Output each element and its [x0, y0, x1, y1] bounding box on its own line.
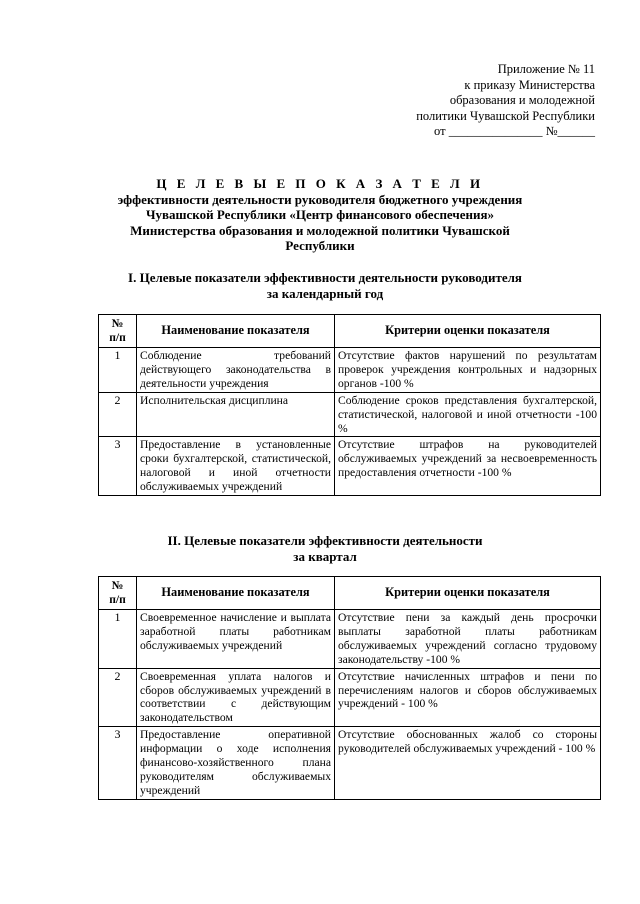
title-sub: Чувашской Республики «Центр финансового обеспечения» [146, 207, 494, 222]
indicator-name: Предоставление в установленные сроки бухгалтерской, статистической, налоговой и иной отчетности обслуживаемых учреждений [137, 437, 335, 496]
appendix-line: образования и молодежной [449, 93, 595, 107]
indicator-criteria: Соблюдение сроков представления бухгалтерской, статистической, налоговой и иной отчетности -100 % [335, 392, 601, 437]
table-row [99, 392, 601, 437]
indicator-criteria: Отсутствие фактов нарушений по результатам проверок учреждения контрольных и надзорных органов -100 % [335, 348, 601, 393]
table-row [99, 727, 601, 800]
section-1-line: за календарный год [266, 286, 384, 301]
row-number: 2 [99, 392, 137, 437]
appendix-header [416, 62, 595, 140]
indicator-criteria: Отсутствие пени за каждый день просрочки выплаты заработной платы работникам обслуживаемых учреждений согласно трудовому законодательству -100 % [335, 610, 601, 669]
table-quarterly-indicators [98, 576, 601, 800]
appendix-line: от _______________ №______ [434, 124, 595, 138]
section-1-line: I. Целевые показатели эффективности деятельности руководителя [128, 270, 522, 285]
header-indicator-name: Наименование показателя [137, 315, 335, 348]
indicator-criteria: Отсутствие обоснованных жалоб со стороны руководителей обслуживаемых учреждений - 100 % [335, 727, 601, 800]
appendix-line: к приказу Министерства [464, 77, 595, 92]
title-main: Ц Е Л Е В Ы Е П О К А З А Т Е Л И [156, 176, 484, 191]
table-row [99, 610, 601, 669]
header-criteria: Критерии оценки показателя [335, 315, 601, 348]
section-2-title [110, 533, 540, 565]
title-sub: Министерства образования и молодежной политики Чувашской [130, 222, 510, 238]
title-sub: Республики [285, 238, 355, 253]
table-header-row [99, 315, 601, 348]
table-row [99, 348, 601, 393]
header-number-pp: п/п [109, 593, 126, 606]
indicator-name: Предоставление оперативной информации о ходе исполнения финансово-хозяйственного плана руководителям обслуживаемых учреждений [137, 727, 335, 800]
indicator-criteria: Отсутствие начисленных штрафов и пени по перечислениям налогов и сборов обслуживаемых учреждений - 100 % [335, 668, 601, 727]
indicator-name: Исполнительская дисциплина [137, 392, 335, 437]
header-number-symbol: № [111, 579, 124, 592]
header-indicator-name: Наименование показателя [137, 577, 335, 610]
title-sub: эффективности деятельности руководителя бюджетного учреждения [117, 191, 523, 207]
row-number: 3 [99, 727, 137, 800]
row-number: 3 [99, 437, 137, 496]
section-2-line: II. Целевые показатели эффективности деятельности [167, 533, 483, 548]
indicator-name: Своевременная уплата налогов и сборов обслуживаемых учреждений в соответствии с действующим законодательством [137, 668, 335, 727]
indicator-name: Соблюдение требований действующего законодательства в деятельности учреждения [137, 348, 335, 393]
row-number: 1 [99, 610, 137, 669]
document-title [90, 176, 550, 254]
table-header-row [99, 577, 601, 610]
section-2-line: за квартал [293, 549, 357, 564]
header-number-symbol: № [111, 317, 124, 330]
indicator-criteria: Отсутствие штрафов на руководителей обслуживаемых учреждений за несвоевременность предоставления отчетности -100 % [335, 437, 601, 496]
indicator-name: Своевременное начисление и выплата заработной платы работникам обслуживаемых учреждений [137, 610, 335, 669]
row-number: 2 [99, 668, 137, 727]
table-row [99, 668, 601, 727]
appendix-line: политики Чувашской Республики [416, 108, 595, 123]
table-annual-indicators [98, 314, 601, 496]
row-number: 1 [99, 348, 137, 393]
header-number-pp: п/п [109, 331, 126, 344]
table-row [99, 437, 601, 496]
header-number [99, 315, 137, 348]
section-1-title [110, 270, 540, 302]
header-number [99, 577, 137, 610]
header-criteria: Критерии оценки показателя [335, 577, 601, 610]
appendix-line: Приложение № 11 [497, 62, 595, 76]
